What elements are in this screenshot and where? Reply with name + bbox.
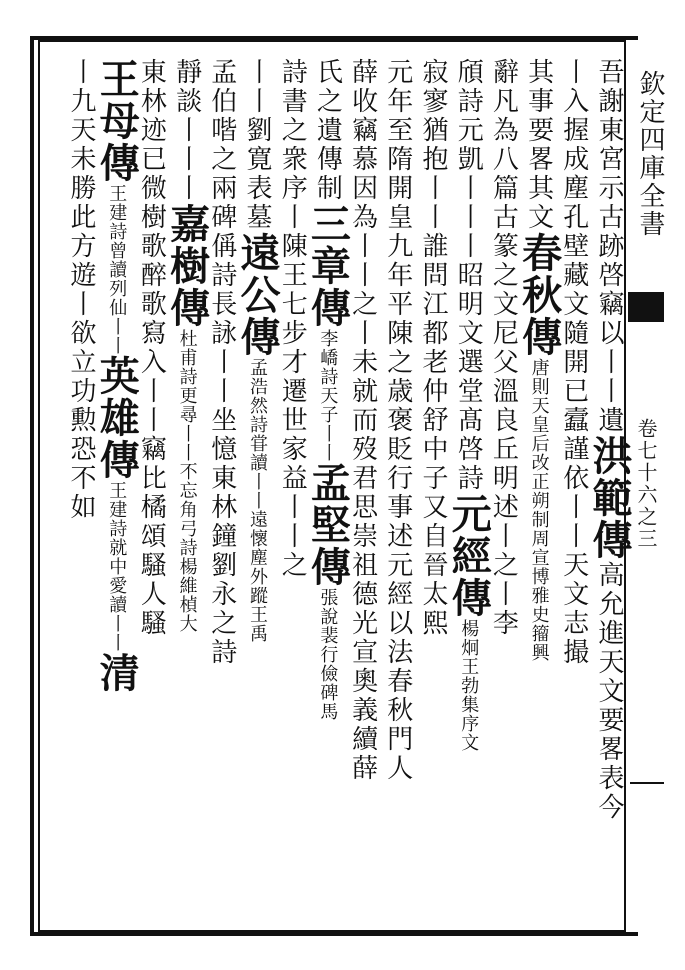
section-heading: 王母傳: [93, 58, 141, 184]
text-column-3: [515, 58, 563, 662]
text-segment: 丨陳王七步才: [277, 203, 308, 377]
text-segment: 高允進天文要畧表今: [594, 561, 624, 822]
text-segment: 元年至隋開皇九年平陳之歳褒貶行事述元經以法春秋門人: [382, 58, 413, 783]
text-column-6: [416, 58, 450, 638]
text-segment: 張說裴行儉碑馬: [317, 588, 339, 721]
text-column-11: [234, 58, 281, 643]
text-segment: 誰問江都老仲舒: [418, 232, 448, 435]
text-segment: 丨入握成塵孔壁藏文隨開已蠧: [558, 58, 589, 435]
text-segment: 樹歌醉歌寫入丨丨竊比橘頌騷人騷: [136, 203, 167, 638]
section-heading: 三章傳: [304, 203, 352, 329]
section-heading: 遠公傳: [234, 232, 281, 358]
text-segment: 孟浩然詩甞讀丨丨遠懷塵外蹤王禹: [247, 358, 268, 643]
text-column-16: [64, 58, 98, 522]
text-segment: 丨欲立功勲恐不如: [66, 290, 96, 522]
text-segment: 寂寥猶抱丨丨: [418, 58, 448, 232]
section-heading: 清: [93, 652, 141, 694]
section-heading: 元經傳: [445, 493, 493, 619]
text-segment: 氏之遺傳制: [312, 58, 343, 203]
text-column-2: [557, 58, 591, 667]
text-segment: 昭明文選堂髙啓詩: [453, 261, 484, 493]
text-segment: 李嶠詩天子丨丨: [317, 329, 339, 462]
text-column-7: [381, 58, 415, 783]
section-heading: 春秋傳: [515, 232, 563, 358]
section-heading: 英雄傳: [93, 355, 141, 481]
text-segment: 東林迹已微: [136, 58, 167, 203]
section-heading: 嘉樹傳: [163, 203, 211, 329]
text-segment: 唐則天皇后改正朔制周宣博雅史籀興: [528, 358, 550, 662]
text-segment: 其事要畧其文: [523, 58, 554, 232]
text-column-15: [93, 58, 141, 694]
text-segment: 辭凡為八篇: [488, 58, 519, 203]
text-segment: 孟伯喈之兩碑: [206, 58, 237, 232]
text-segment: 吾謝東宮示古跡啓竊以丨丨遺: [594, 58, 624, 435]
text-segment: 頎詩元凱丨丨丨: [453, 58, 484, 261]
book-title: 欽定四庫全書: [635, 70, 665, 238]
section-heading: 孟堅傳: [304, 462, 352, 588]
text-segment: 古篆之文尼父溫良丘明述丨之丨李: [488, 203, 519, 638]
text-segment: 偁詩長詠丨丨坐憶東林鐘劉永之詩: [206, 232, 237, 667]
text-segment: 遷世家益丨丨之: [277, 377, 308, 580]
text-segment: 杜甫詩更尋丨丨不忘角弓詩楊維楨大: [176, 329, 198, 633]
text-segment: 靜談丨丨丨: [171, 58, 202, 203]
text-segment: 薛收竊慕因為丨丨之丨未就而歿君思崇祖德光宣奧義續薛: [347, 58, 378, 783]
text-segment: 丨丨劉寛表墓: [242, 58, 272, 232]
text-column-13: [163, 58, 211, 633]
text-column-1: [586, 58, 633, 822]
text-segment: 詩書之衆序: [277, 58, 308, 203]
text-column-5: [445, 58, 493, 752]
text-segment: 王建詩就中愛讀丨丨: [106, 481, 128, 652]
section-heading: 洪範傳: [586, 435, 633, 561]
text-column-12: [205, 58, 239, 667]
fish-tail-mark: [628, 292, 664, 322]
text-segment: 謹依丨丨天文志撮: [558, 435, 589, 667]
text-segment: 丨九天未勝此方遊: [66, 58, 96, 290]
text-column-9: [304, 58, 352, 721]
text-segment: 王建詩曾讀列仙丨丨: [106, 184, 128, 355]
text-column-8: [346, 58, 380, 783]
margin-tick: [630, 782, 664, 784]
text-segment: 中子又自晉太熙: [418, 435, 448, 638]
text-segment: 楊炯王勃集序文: [458, 619, 480, 752]
juan-number: 卷七十六之三: [634, 418, 658, 550]
